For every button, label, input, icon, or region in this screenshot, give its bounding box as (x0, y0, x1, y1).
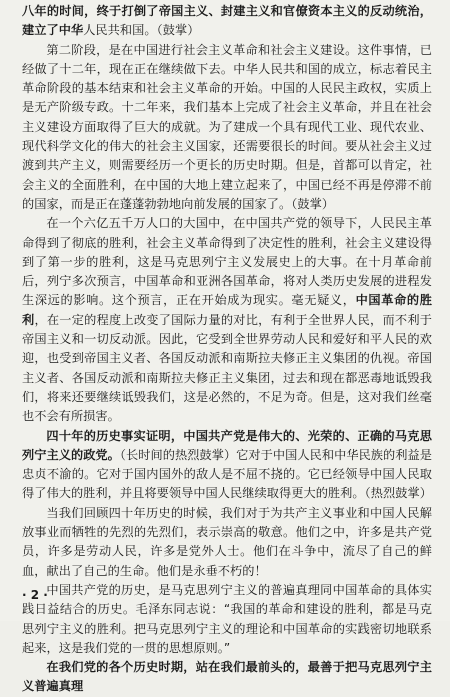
bold-text-run: 中国革命的胜利 (22, 293, 432, 327)
paragraph (22, 214, 432, 426)
text-run: 当我们回顾四十年历史的时候，我们对于为共产主义事业和中国人民解放事业而牺牲的先烈的先烈们，表示崇高的敬意。他们之中，许多是共产党员，许多是劳动人民，许多是党外人士。他们在斗争中，流尽了自己的鲜血，献出了自己的生命。他们是永垂不朽的！ (22, 505, 432, 578)
bold-text-run: 在我们党的各个历史时期，站在我们最前头的，最善于把马克思列宁主义普遍真理 (22, 660, 432, 694)
bold-text-run: 四十年的历史事实证明，中国共产党是伟大的、光荣的、正确的马克思列宁主义的政党。 (22, 428, 432, 462)
paragraph (22, 427, 432, 504)
text-run: 第二阶段，是在中国进行社会主义革命和社会主义建设。这件事情，已经做了十二年，现在正在继续做下去。中华人民共和国的成立，标志着民主革命阶段的基本结束和社会主义革命的开始。中国的人民民主政权，实质上是无产阶级专政。十二年来，我们基本上完成了社会主义革命，并且在社会主义建设方面取得了巨大的成就。为了建成一个具有现代工业、现代农业、现代科学文化的伟大的社会主义国家，还需要很长的时间。要从社会主义过渡到共产主义，则需要经历一个更长的历史时期。但是，首都可以肯定，社会主义的全面胜利，在中国的大地上建立起来了，中国已经不再是停滞不前的国家，而是正在蓬蓬勃勃地向前发展的国家了。（鼓掌） (22, 42, 432, 211)
paragraph (22, 581, 432, 658)
text-run: ，在一定的程度上改变了国际力量的对比，有利于全世界人民，而不利于帝国主义和一切反动派。因此，它受到全世界劳动人民和爱好和平人民的欢迎，也受到帝国主义者、各国反动派和南斯拉夫修正主义集团的仇视。帝国主义者、各国反动派和南斯拉夫修正主义集团，过去和现在都恶毒地诋毁我们，将来还要继续诋毁我们，这是必然的，不足为奇。但是，这对我们丝毫也不会有所损害。 (22, 312, 432, 424)
paragraph (22, 2, 432, 41)
paragraph (22, 41, 432, 215)
page-number: · 2 · (22, 588, 48, 602)
paragraph (22, 504, 432, 581)
text-run: 在一个六亿五千万人口的大国中，在中国共产党的领导下，人民民主革命得到了彻底的胜利，社会主义革命得到了决定性的胜利，社会主义建设得到了第一步的胜利，这是马克思列宁主义发展史上的大事。在十月革命前后，列宁多次预言，中国革命和亚洲各国革命，将对人类历史发展的进程发生深远的影响。这个预言，正在开始成为现实。毫无疑义， (22, 216, 432, 308)
body-text (22, 2, 432, 697)
text-run: （长时间的热烈鼓掌）它对于中国人民和中华民族的利益是忠贞不渝的。它对于国内国外的敌人是不屈不挠的。它已经领导中国人民取得了伟大的胜利，并且将要领导中国人民继续取得更大的胜利。（热烈鼓掌） (22, 447, 432, 501)
text-run: 中国共产党的历史，是马克思列宁主义的普遍真理同中国革命的具体实践日益结合的历史。毛泽东同志说：“我国的革命和建设的胜利，都是马克思列宁主义的胜利。把马克思列宁主义的理论和中国革命的实践密切地联系起来，这是我们党的一贯的思想原则。” (22, 582, 432, 655)
paragraph (22, 658, 432, 697)
bold-text-run: 八年的时间，终于打倒了帝国主义、封建主义和官僚资本主义的反动统治，建立了中华 (22, 4, 432, 38)
text-run: 人民共和国。（鼓掌） (83, 23, 200, 38)
